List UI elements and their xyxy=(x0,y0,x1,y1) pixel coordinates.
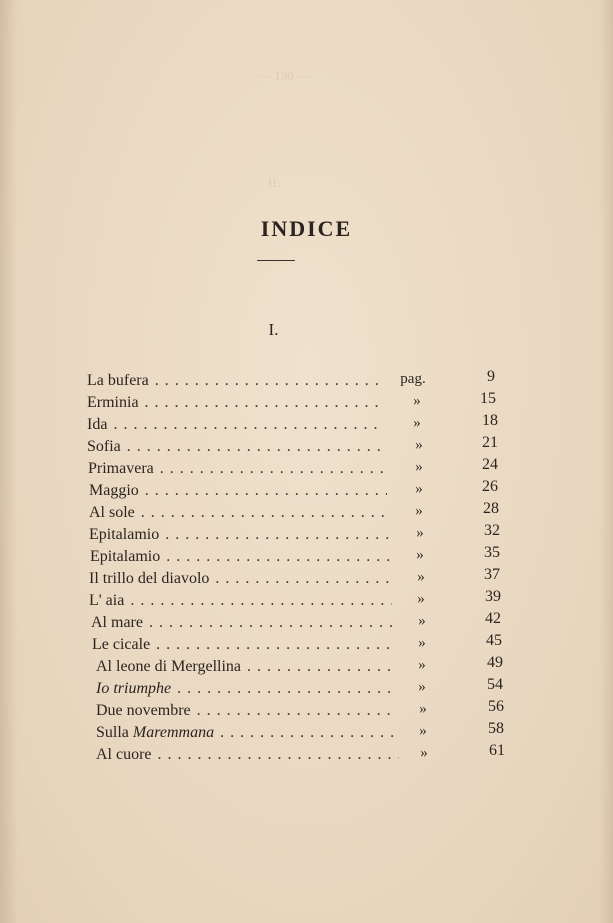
dot-leader xyxy=(139,392,381,414)
show-through-text: II. xyxy=(268,175,280,190)
page-number: 42 xyxy=(485,610,501,627)
toc-entry xyxy=(96,656,395,678)
toc-entry xyxy=(90,546,390,568)
toc-entry xyxy=(96,700,397,722)
toc-entry xyxy=(92,634,394,656)
page-marker: » xyxy=(418,657,426,673)
page-title: INDICE xyxy=(260,216,353,241)
dot-leader xyxy=(209,568,391,590)
entry-title: Due novembre xyxy=(96,702,191,719)
toc-entry xyxy=(91,612,393,634)
entry-title: Sofia xyxy=(87,438,121,455)
entry-title: Erminia xyxy=(87,394,139,411)
toc-entry xyxy=(89,502,388,524)
page-marker: » xyxy=(413,415,421,431)
entry-title: Le cicale xyxy=(92,636,151,653)
entry-title-italic: Maremmana xyxy=(132,724,215,741)
entry-title: Io triumphe xyxy=(96,680,172,697)
page-marker: » xyxy=(415,437,423,453)
toc-entry xyxy=(88,458,386,480)
page-number: 45 xyxy=(486,632,502,649)
dot-leader xyxy=(152,744,399,766)
page-marker: » xyxy=(415,481,423,497)
entry-title: Primavera xyxy=(88,460,154,477)
page-number: 21 xyxy=(482,434,498,451)
page-marker: » xyxy=(418,679,426,695)
entry-title: Epitalamio xyxy=(89,526,160,543)
entry-title: Maggio xyxy=(89,482,139,499)
page-number: 24 xyxy=(482,456,498,473)
page-number: 54 xyxy=(487,676,503,693)
page-marker: » xyxy=(417,569,425,585)
page-number: 37 xyxy=(484,566,500,583)
toc-entry xyxy=(87,436,385,458)
page-marker: » xyxy=(417,591,425,607)
page-marker: » xyxy=(419,701,427,717)
toc-entry xyxy=(89,568,391,590)
entry-title-prefix: Sulla xyxy=(96,724,133,741)
page-marker: » xyxy=(415,459,423,475)
entry-title xyxy=(96,722,214,744)
page-number: 18 xyxy=(482,412,498,429)
toc-entry xyxy=(96,722,398,744)
dot-leader xyxy=(150,634,394,656)
toc-entry xyxy=(87,370,380,392)
toc-entry xyxy=(96,678,396,700)
dot-leader xyxy=(149,370,380,392)
entry-title: Il trillo del diavolo xyxy=(89,570,210,587)
entry-title: Epitalamio xyxy=(90,548,161,565)
page-number: 32 xyxy=(484,522,500,539)
toc-entry xyxy=(89,480,387,502)
page-marker: » xyxy=(420,745,428,761)
dot-leader xyxy=(107,414,383,436)
toc-entry xyxy=(87,392,381,414)
dot-leader xyxy=(139,480,387,502)
entry-title: Al mare xyxy=(91,614,143,631)
dot-leader xyxy=(143,612,393,634)
dot-leader xyxy=(160,546,390,568)
toc-entry xyxy=(89,524,389,546)
entry-title: Ida xyxy=(87,416,108,433)
dot-leader xyxy=(241,656,395,678)
page-marker: » xyxy=(416,547,424,563)
entry-title: L' aia xyxy=(89,592,125,609)
page-number: 49 xyxy=(487,654,503,671)
dot-leader xyxy=(159,524,389,546)
page-number: 39 xyxy=(485,588,501,605)
page-number: 26 xyxy=(482,478,498,495)
page-marker: » xyxy=(418,613,426,629)
dot-leader xyxy=(191,700,397,722)
dot-leader xyxy=(124,590,392,612)
dot-leader xyxy=(214,722,398,744)
entry-title: Al sole xyxy=(89,504,135,521)
dot-leader xyxy=(154,458,386,480)
entry-title: La bufera xyxy=(87,372,149,389)
page-marker: » xyxy=(413,393,421,409)
entry-title: Al leone di Mergellina xyxy=(96,658,241,675)
entry-title: Al cuore xyxy=(96,746,152,763)
page-number: 56 xyxy=(488,698,504,715)
toc-entry xyxy=(96,744,399,766)
page-number: 58 xyxy=(488,720,504,737)
page-number: 9 xyxy=(487,368,495,385)
show-through-text: — 190 — xyxy=(258,68,310,83)
page-marker: » xyxy=(416,525,424,541)
dot-leader xyxy=(171,678,396,700)
page-number: 35 xyxy=(484,544,500,561)
page-number: 28 xyxy=(483,500,499,517)
page-number: 15 xyxy=(480,390,496,407)
section-heading: I. xyxy=(268,320,279,339)
toc-entry xyxy=(89,590,392,612)
page-number: 61 xyxy=(489,742,505,759)
toc-entry xyxy=(87,414,383,436)
page-marker: » xyxy=(415,503,423,519)
page-marker: pag. xyxy=(400,371,426,387)
dot-leader xyxy=(121,436,385,458)
page-marker: » xyxy=(418,635,426,651)
page-marker: » xyxy=(419,723,427,739)
title-divider xyxy=(257,260,295,261)
dot-leader xyxy=(135,502,388,524)
